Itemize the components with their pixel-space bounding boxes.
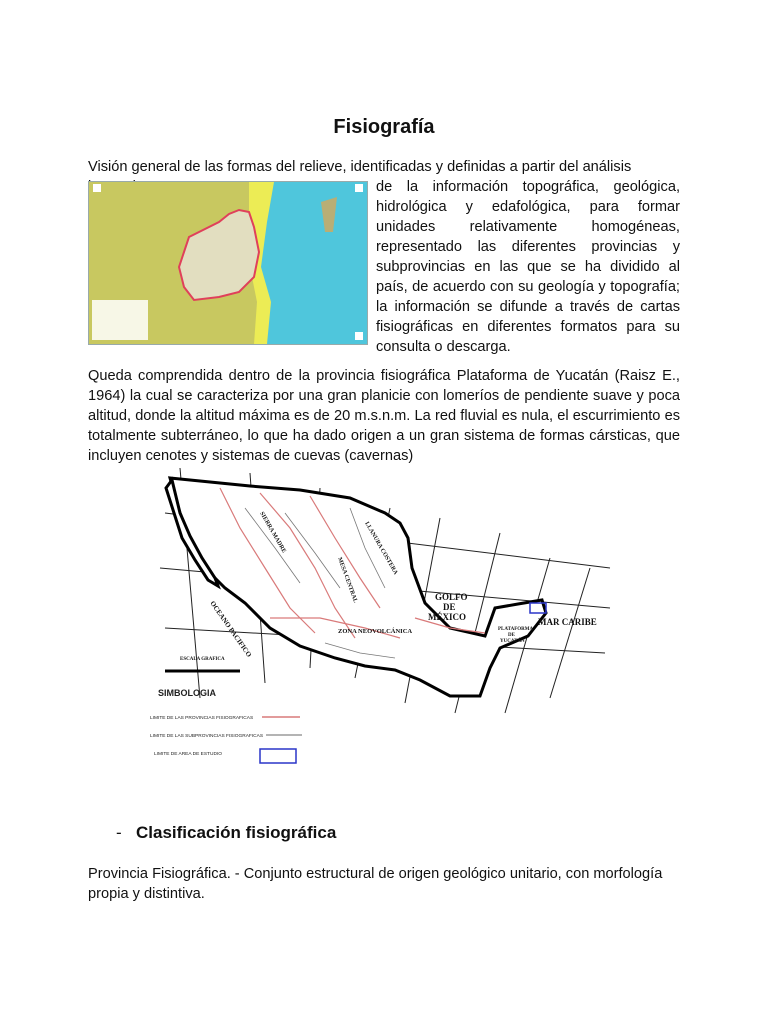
page-title: Fisiografía xyxy=(333,116,435,138)
intro-continuation: de la información topográfica, geológica, hidrológica y edafológica, para formar unidades relativamente homogéneas, representado las diferentes provincias y subprovincias en las que se ha dividido al país, de acuerdo con su geología y topografía; la información se difunde a través de cartas fisiográficas en diferentes formatos para su consulta o descarga. xyxy=(376,179,680,355)
province-paragraph: Queda comprendida dentro de la provincia fisiográfica Plataforma de Yucatán (Raisz E., 1964) la cual se caracteriza por una gran planicie con lomeríos de pendiente suave y poca altitud, donde la altitud máxima es de 20 m.s.n.m. La red fluvial es nula, el escurrimiento es totalmente subterráneo, lo que ha dado origen a un gran sistema de formas cársticas, que incluyen cenotes y sistemas de cuevas (cavernas) xyxy=(88,368,680,464)
plataforma-label: PLATAFORMA xyxy=(498,627,534,632)
gulf-label-1: GOLFO xyxy=(435,592,468,602)
section-heading xyxy=(116,823,336,843)
neovolcanic-label: ZONA NEOVOLCÁNICA xyxy=(338,628,413,635)
yucatan-label: YUCATÁN xyxy=(500,639,525,644)
legend-subprovinces-label: LIMITE DE LAS SUBPROVINCIAS FISIOGRAFICAS xyxy=(150,734,264,739)
web-map-image xyxy=(89,182,367,344)
pacific-label: OCEANO PACIFICO xyxy=(208,599,254,659)
mexico-physiography-map xyxy=(150,468,626,768)
scale-label: ESCALA GRAFICA xyxy=(180,657,225,662)
sierra-madre-label: SIERRA MADRE xyxy=(258,511,287,555)
llanura-label: LLANURA COSTERA xyxy=(363,521,399,576)
gulf-label-3: MÉXICO xyxy=(428,612,466,622)
section-heading-text: Clasificación fisiográfica xyxy=(136,823,337,842)
plataforma-de-label: DE xyxy=(508,633,515,638)
legend-study-area-label: LIMITE DE AREA DE ESTUDIO xyxy=(154,752,222,757)
gulf-label-2: DE xyxy=(443,602,456,612)
legend-provinces-label: LIMITE DE LAS PROVINCIAS FISIOGRAFICAS xyxy=(150,716,254,721)
intro-first-line: Visión general de las formas del relieve, identificadas y definidas a partir del análisis xyxy=(88,159,632,175)
physiographic-web-map[interactable] xyxy=(88,181,368,345)
mesa-central-label: MESA CENTRAL xyxy=(336,556,359,604)
bullet-dash: - xyxy=(116,823,122,842)
legend-title: SIMBOLOGIA xyxy=(158,688,216,698)
definition-paragraph: Provincia Fisiográfica. - Conjunto estructural de origen geológico unitario, con morfología propia y distintiva. xyxy=(88,866,663,902)
legend-study-area-box xyxy=(260,749,296,763)
caribbean-label: MAR CARIBE xyxy=(538,617,597,627)
